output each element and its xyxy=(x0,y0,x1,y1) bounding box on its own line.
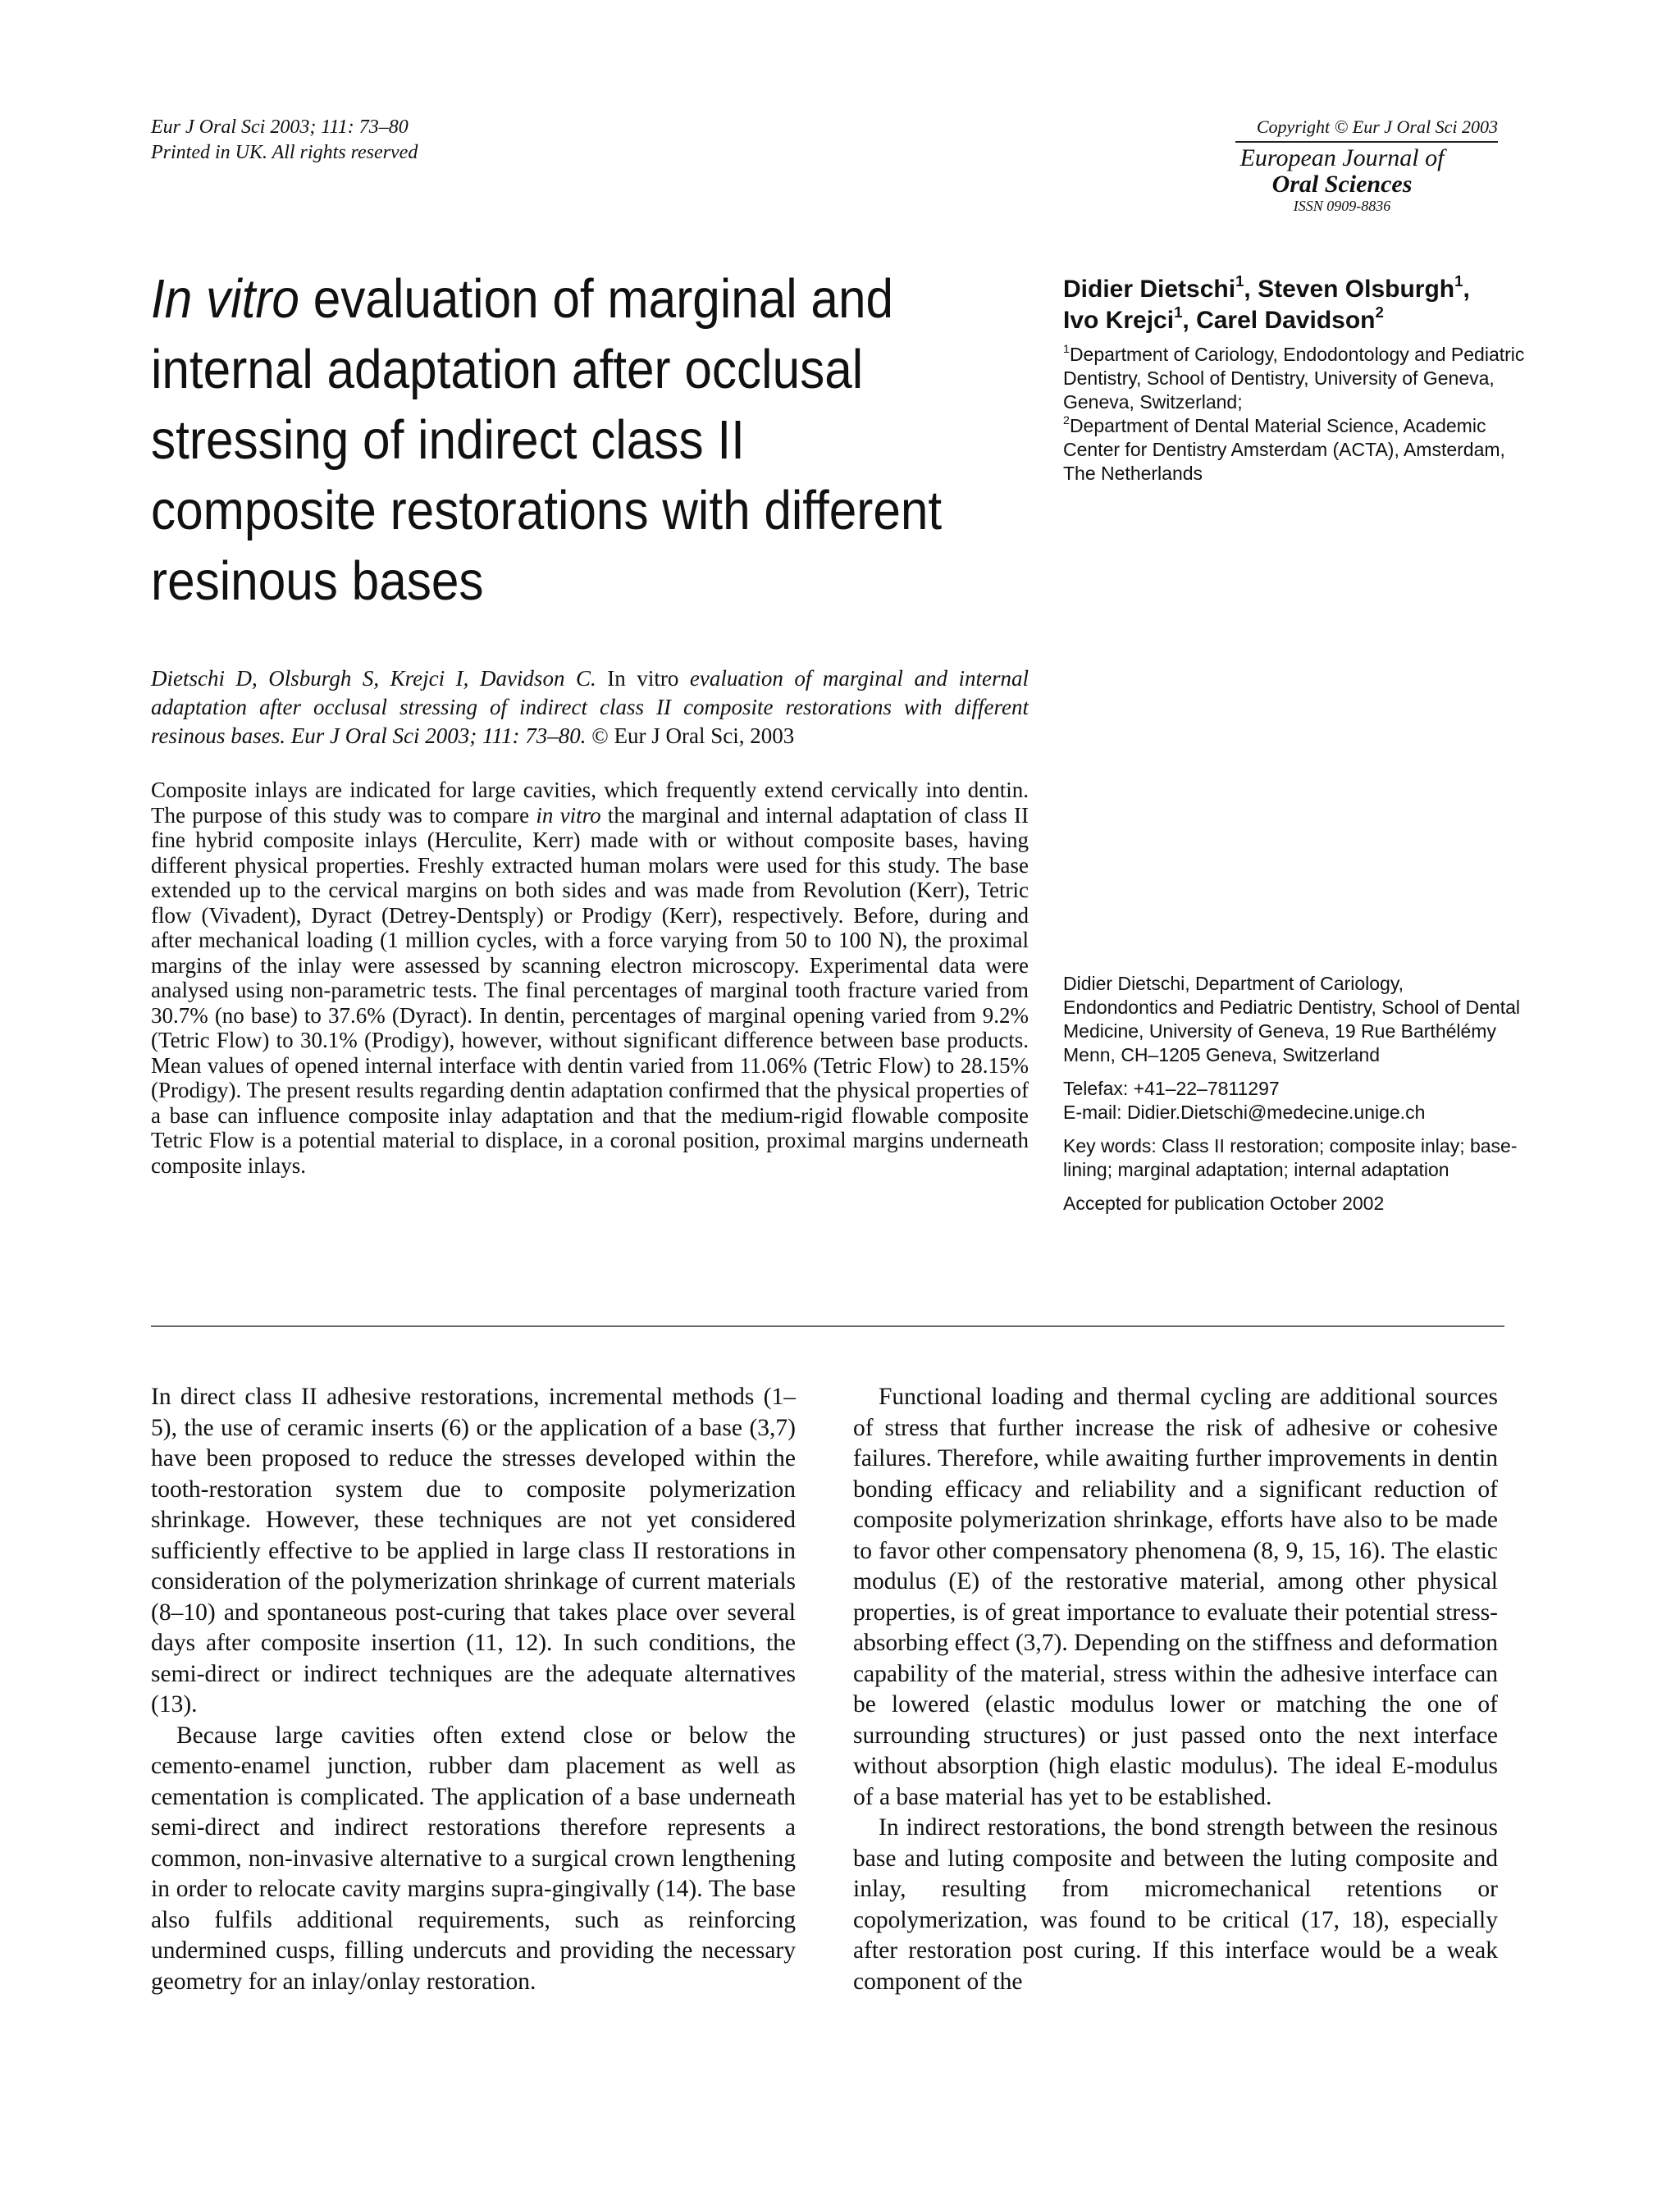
reference-copyright: © Eur J Oral Sci, 2003 xyxy=(586,723,795,748)
journal-logo xyxy=(1235,146,1449,213)
telefax: Telefax: +41–22–7811297 xyxy=(1063,1078,1280,1099)
author-name: Ivo Krejci xyxy=(1063,307,1175,334)
author-name: , Steven Olsburgh xyxy=(1244,276,1455,303)
copyright-line: Copyright © Eur J Oral Sci 2003 xyxy=(1235,115,1498,143)
reference-authors: Dietschi D, Olsburgh S, Krejci I, Davidson C. xyxy=(151,666,596,691)
affiliation-text: Department of Dental Material Science, Academic Center for Dentistry Amsterdam (ACTA), Amsterdam, The Netherlands xyxy=(1063,415,1505,484)
title-rest: evaluation of marginal and internal adaptation after occlusal stressing of indirect class II composite restorations with different resinous bases xyxy=(151,268,943,612)
journal-name-line-2: Oral Sciences xyxy=(1271,171,1413,198)
article-title xyxy=(151,264,956,617)
affiliation-2 xyxy=(1063,414,1531,486)
reference-plain: In vitro xyxy=(596,666,690,691)
author-list xyxy=(1063,274,1531,336)
abstract xyxy=(151,778,1029,1178)
article-reference xyxy=(151,664,1029,750)
reference-title: evaluation of marginal and internal adaptation after occlusal stressing of indirect class II composite restorations with different resinous bases. Eur J Oral Sci 2003; 111: 73–80. xyxy=(151,666,1029,748)
author-separator: , xyxy=(1463,276,1470,303)
body-paragraph: Functional loading and thermal cycling are additional sources of stress that further increase the risk of adhesive or cohesive failures. Therefore, while awaiting further improvements in dentin bonding efficacy and reliability and a significant reduction of composite polymerization shrinkage, efforts have also to be made to favor other compensatory phenomena (8, 9, 15, 16). The elastic modulus (E) of the restorative material, among other physical properties, is of great importance to evaluate their potential stress-absorbing effect (3,7). Depending on the stiffness and deformation capability of the material, stress within the adhesive interface can be lowered (elastic modulus lower or matching the one of surrounding structures) or just passed onto the next interface without absorption (high elastic modulus). The ideal E-modulus of a base material has yet to be established. xyxy=(853,1384,1498,1810)
author-affiliation-mark: 1 xyxy=(1454,272,1463,290)
section-divider xyxy=(151,1325,1504,1327)
affiliations xyxy=(1063,343,1531,486)
author-affiliation-mark: 1 xyxy=(1174,303,1183,322)
journal-citation xyxy=(151,115,418,166)
abstract-text: the marginal and internal adaptation of class II fine hybrid composite inlays (Herculite, Kerr) made with or without composite bases, having different physical properties. Freshly extracted human molars were used for this study. The base extended up to the cervical margins on both sides and was made from Revolution (Kerr), Tetric flow (Vivadent), Dyract (Detrey-Dentsply) or Prodigy (Kerr), respectively. Before, during and after mechanical loading (1 million cycles, with a force varying from 50 to 100 N), the proximal margins of the inlay were assessed by scanning electron microscopy. Experimental data were analysed using non-parametric tests. The final percentages of marginal tooth fracture varied from 30.7% (no base) to 37.6% (Dyract). In dentin, percentages of marginal opening varied from 9.2% (Tetric Flow) to 30.1% (Prodigy), however, without significant difference between base products. Mean values of opened internal interface with dentin varied from 11.06% (Tetric Flow) to 28.15% (Prodigy). The present results regarding dentin adaptation confirmed that the physical properties of a base can influence composite inlay adaptation and that the medium-rigid flowable composite Tetric Flow is a potential material to displace, in a coronal position, proximal margins underneath composite inlays. xyxy=(151,802,1029,1178)
body-paragraph: Because large cavities often extend close or below the cemento-enamel junction, rubber dam placement as well as cementation is complicated. The application of a base underneath semi-direct and indirect restorations therefore represents a common, non-invasive alternative to a surgical crown lengthening in order to relocate cavity margins supra-gingivally (14). The base also fulfils additional requirements, such as reinforcing undermined cusps, filling undercuts and providing the necessary geometry for an inlay/onlay restoration. xyxy=(151,1722,796,1995)
journal-name-line-1: European Journal of xyxy=(1239,144,1445,171)
body-column-left xyxy=(151,1382,796,1997)
affiliation-mark: 2 xyxy=(1063,413,1070,427)
citation-line-1: Eur J Oral Sci 2003; 111: 73–80 xyxy=(151,116,409,138)
author-affiliation-mark: 1 xyxy=(1235,272,1244,290)
correspondence-address: Didier Dietschi, Department of Cariology, Endondontics and Pediatric Dentistry, School of Dental Medicine, University of Geneva, 19 Rue Barthélémy Menn, CH–1205 Geneva, Switzerland xyxy=(1063,973,1520,1065)
copyright-block xyxy=(1235,115,1498,213)
affiliation-text: Department of Cariology, Endodontology and Pediatric Dentistry, School of Dentistry, University of Geneva, Geneva, Switzerland; xyxy=(1063,344,1525,413)
author-name: , Carel Davidson xyxy=(1182,307,1376,334)
contact-info xyxy=(1063,1077,1522,1125)
citation-line-2: Printed in UK. All rights reserved xyxy=(151,142,418,163)
author-affiliation-mark: 2 xyxy=(1375,303,1384,322)
abstract-text: Composite inlays are indicated for large cavities, which frequently extend cervically into dentin. The purpose of this study was to compare xyxy=(151,778,1029,828)
body-column-right xyxy=(853,1382,1498,1997)
body-paragraph: In direct class II adhesive restorations, incremental methods (1–5), the use of ceramic inserts (6) or the application of a base (3,7) have been proposed to reduce the stresses developed within the tooth-restoration system due to composite polymerization shrinkage. However, these techniques are not yet considered sufficiently effective to be applied in large class II restorations in consideration of the polymerization shrinkage of current materials (8–10) and spontaneous post-curing that takes place over several days after composite insertion (11, 12). In such conditions, the semi-direct or indirect techniques are the adequate alternatives (13). xyxy=(151,1384,796,1718)
body-paragraph: In indirect restorations, the bond strength between the resinous base and luting composite and between the luting composite and inlay, resulting from micromechanical retentions or copolymerization, was found to be critical (17, 18), especially after restoration post curing. If this interface would be a weak component of the xyxy=(853,1814,1498,1995)
title-italic-part: In vitro xyxy=(151,268,299,330)
journal-issn: ISSN 0909-8836 xyxy=(1293,198,1391,214)
abstract-italic: in vitro xyxy=(536,802,601,828)
accepted-date: Accepted for publication October 2002 xyxy=(1063,1193,1385,1214)
email: E-mail: Didier.Dietschi@medecine.unige.ch xyxy=(1063,1102,1426,1123)
author-name: Didier Dietschi xyxy=(1063,276,1236,303)
affiliation-1 xyxy=(1063,343,1531,414)
affiliation-mark: 1 xyxy=(1063,342,1070,356)
keywords: Key words: Class II restoration; composite inlay; base-lining; marginal adaptation; internal adaptation xyxy=(1063,1135,1518,1180)
correspondence-block xyxy=(1063,972,1522,1225)
